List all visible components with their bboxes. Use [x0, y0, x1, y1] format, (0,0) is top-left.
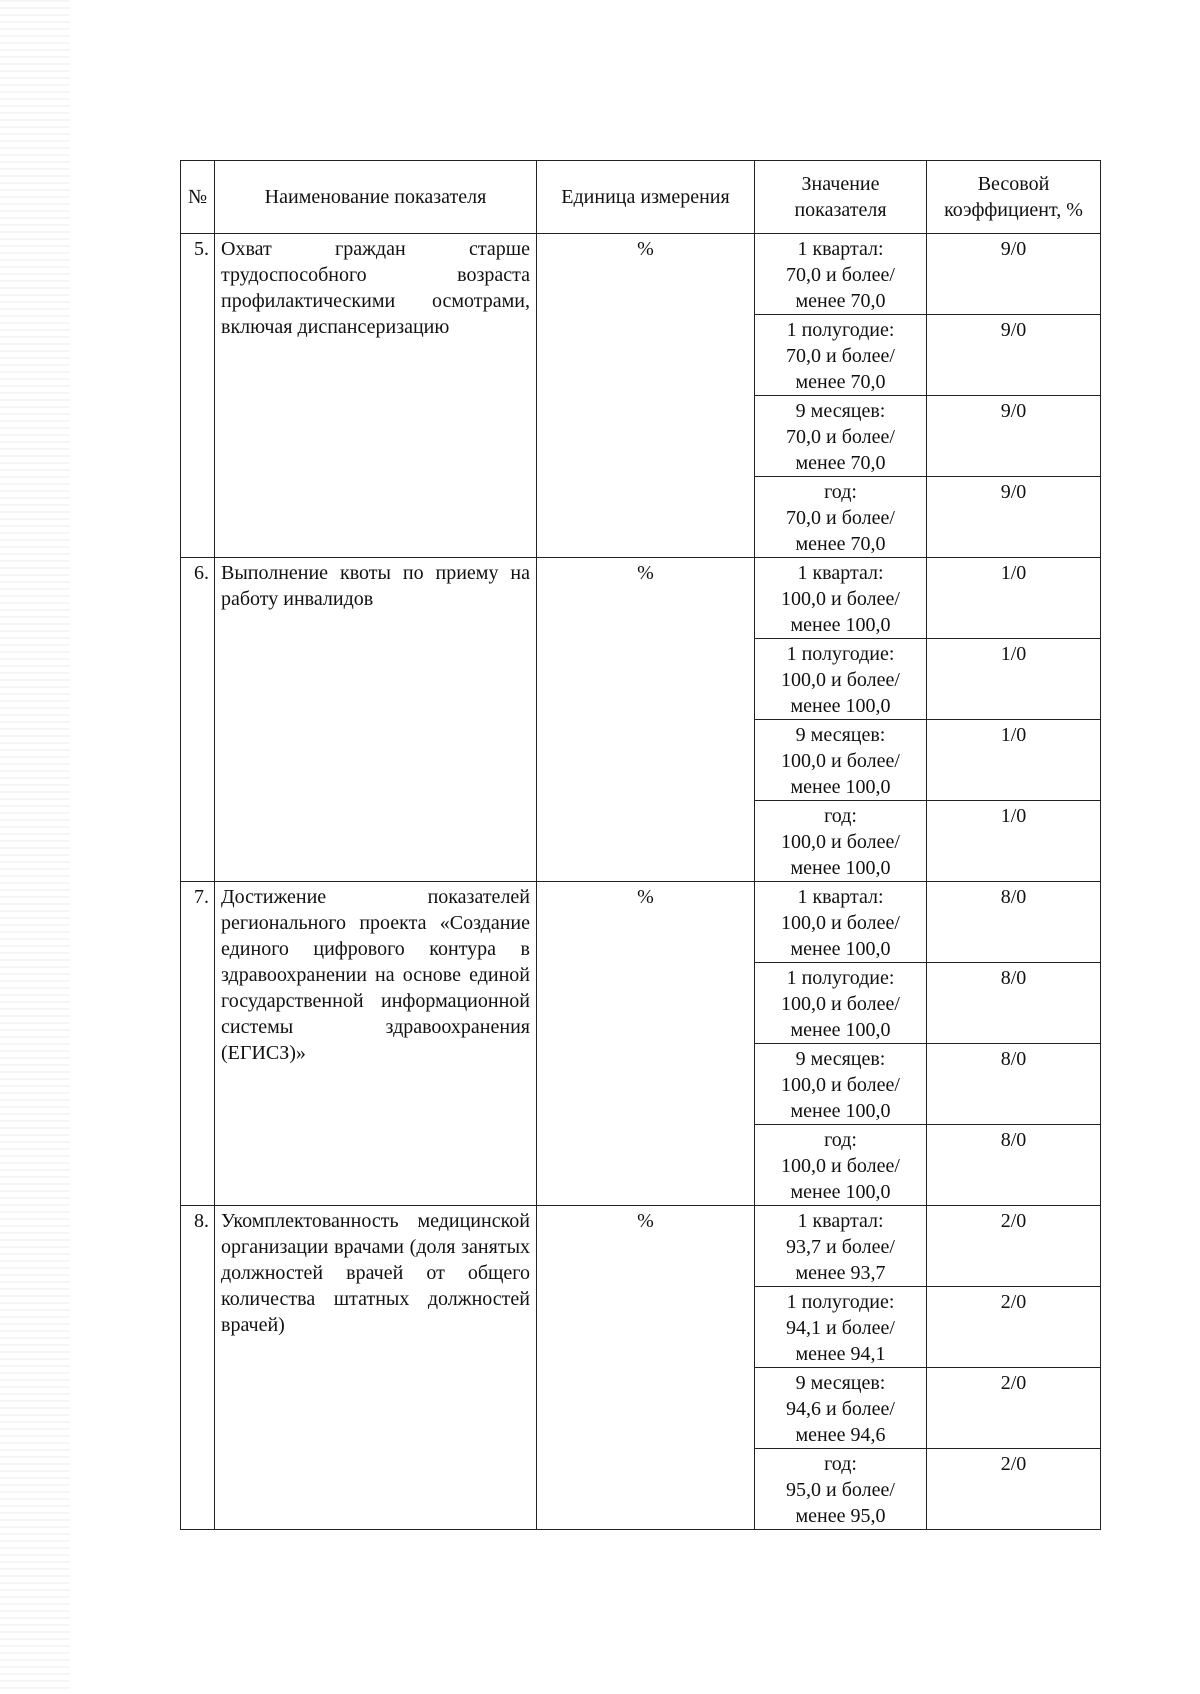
value-less: менее 100,0 [790, 1100, 891, 1122]
value-more: 100,0 и более/ [781, 912, 900, 934]
value-more: 100,0 и более/ [781, 588, 900, 610]
value-more: 94,6 и более/ [786, 1398, 895, 1420]
weight-coefficient: 9/0 [927, 396, 1101, 477]
table-header [181, 161, 1101, 234]
weight-coefficient: 9/0 [927, 477, 1101, 558]
indicator-value [755, 315, 927, 396]
header-value: Значение показателя [755, 161, 927, 234]
indicator-value [755, 396, 927, 477]
value-more: 70,0 и более/ [786, 264, 895, 286]
header-number: № [181, 161, 215, 234]
table-row [181, 882, 1101, 963]
weight-coefficient: 9/0 [927, 315, 1101, 396]
indicators-table [180, 160, 1101, 1530]
value-period: год: [824, 1453, 857, 1475]
weight-coefficient: 8/0 [927, 963, 1101, 1044]
value-less: менее 93,7 [795, 1262, 886, 1284]
value-period: год: [824, 805, 857, 827]
value-less: менее 100,0 [790, 1019, 891, 1041]
indicator-value [755, 801, 927, 882]
weight-coefficient: 2/0 [927, 1368, 1101, 1449]
value-period: 1 полугодие: [786, 1291, 895, 1313]
value-period: 9 месяцев: [795, 400, 886, 422]
table-row [181, 1206, 1101, 1287]
value-less: менее 100,0 [790, 776, 891, 798]
weight-coefficient: 2/0 [927, 1449, 1101, 1530]
row-number: 8. [181, 1206, 215, 1530]
indicator-value [755, 1044, 927, 1125]
value-less: менее 70,0 [795, 452, 886, 474]
row-number: 6. [181, 558, 215, 882]
indicator-value [755, 1125, 927, 1206]
value-period: 9 месяцев: [795, 724, 886, 746]
value-period: 1 квартал: [797, 886, 884, 908]
value-more: 100,0 и более/ [781, 993, 900, 1015]
indicator-name: Выполнение квоты по приему на работу инвалидов [215, 558, 537, 882]
weight-coefficient: 1/0 [927, 801, 1101, 882]
value-less: менее 100,0 [790, 857, 891, 879]
value-less: менее 94,1 [795, 1343, 886, 1365]
indicator-value [755, 1206, 927, 1287]
weight-coefficient: 8/0 [927, 1044, 1101, 1125]
value-period: 1 квартал: [797, 238, 884, 260]
value-more: 94,1 и более/ [786, 1317, 895, 1339]
indicator-value [755, 720, 927, 801]
value-more: 93,7 и более/ [786, 1236, 895, 1258]
value-less: менее 100,0 [790, 695, 891, 717]
value-period: 9 месяцев: [795, 1372, 886, 1394]
value-period: 1 полугодие: [786, 319, 895, 341]
weight-coefficient: 1/0 [927, 639, 1101, 720]
header-row [181, 161, 1101, 234]
value-more: 95,0 и более/ [786, 1479, 895, 1501]
value-more: 70,0 и более/ [786, 507, 895, 529]
scan-edge-noise [0, 0, 70, 1694]
value-period: 1 полугодие: [786, 967, 895, 989]
value-more: 70,0 и более/ [786, 345, 895, 367]
value-less: менее 70,0 [795, 290, 886, 312]
value-period: год: [824, 481, 857, 503]
weight-coefficient: 8/0 [927, 1125, 1101, 1206]
weight-coefficient: 9/0 [927, 234, 1101, 315]
weight-coefficient: 1/0 [927, 720, 1101, 801]
value-period: 1 квартал: [797, 1210, 884, 1232]
value-less: менее 94,6 [795, 1424, 886, 1446]
value-more: 100,0 и более/ [781, 1155, 900, 1177]
value-period: год: [824, 1129, 857, 1151]
indicator-name: Укомплектованность медицинской организации врачами (доля занятых должностей врачей от общего количества штатных должностей врачей) [215, 1206, 537, 1530]
indicator-value [755, 639, 927, 720]
value-less: менее 70,0 [795, 533, 886, 555]
value-period: 9 месяцев: [795, 1048, 886, 1070]
value-period: 1 полугодие: [786, 643, 895, 665]
indicator-value [755, 558, 927, 639]
indicator-name: Охват граждан старше трудоспособного возраста профилактическими осмотрами, включая диспансеризацию [215, 234, 537, 558]
header-indicator-name: Наименование показателя [215, 161, 537, 234]
indicator-value [755, 1368, 927, 1449]
unit-of-measure: % [537, 1206, 755, 1530]
weight-coefficient: 8/0 [927, 882, 1101, 963]
value-period: 1 квартал: [797, 562, 884, 584]
indicator-value [755, 963, 927, 1044]
indicator-value [755, 1449, 927, 1530]
weight-coefficient: 2/0 [927, 1206, 1101, 1287]
value-more: 100,0 и более/ [781, 831, 900, 853]
table-row [181, 558, 1101, 639]
unit-of-measure: % [537, 234, 755, 558]
value-less: менее 100,0 [790, 1181, 891, 1203]
indicator-value [755, 234, 927, 315]
weight-coefficient: 1/0 [927, 558, 1101, 639]
table-row [181, 234, 1101, 315]
row-number: 7. [181, 882, 215, 1206]
row-number: 5. [181, 234, 215, 558]
value-more: 100,0 и более/ [781, 1074, 900, 1096]
table-body [181, 234, 1101, 1530]
value-more: 100,0 и более/ [781, 750, 900, 772]
value-more: 100,0 и более/ [781, 669, 900, 691]
indicator-name: Достижение показателей регионального проекта «Создание единого цифрового контура в здравоохранении на основе единой государственной информационной системы здравоохранения (ЕГИСЗ)» [215, 882, 537, 1206]
weight-coefficient: 2/0 [927, 1287, 1101, 1368]
indicator-value [755, 477, 927, 558]
header-weight: Весовой коэффициент, % [927, 161, 1101, 234]
unit-of-measure: % [537, 558, 755, 882]
value-less: менее 100,0 [790, 614, 891, 636]
indicator-value [755, 1287, 927, 1368]
value-more: 70,0 и более/ [786, 426, 895, 448]
header-unit: Единица измерения [537, 161, 755, 234]
indicator-value [755, 882, 927, 963]
unit-of-measure: % [537, 882, 755, 1206]
value-less: менее 100,0 [790, 938, 891, 960]
value-less: менее 95,0 [795, 1505, 886, 1527]
value-less: менее 70,0 [795, 371, 886, 393]
